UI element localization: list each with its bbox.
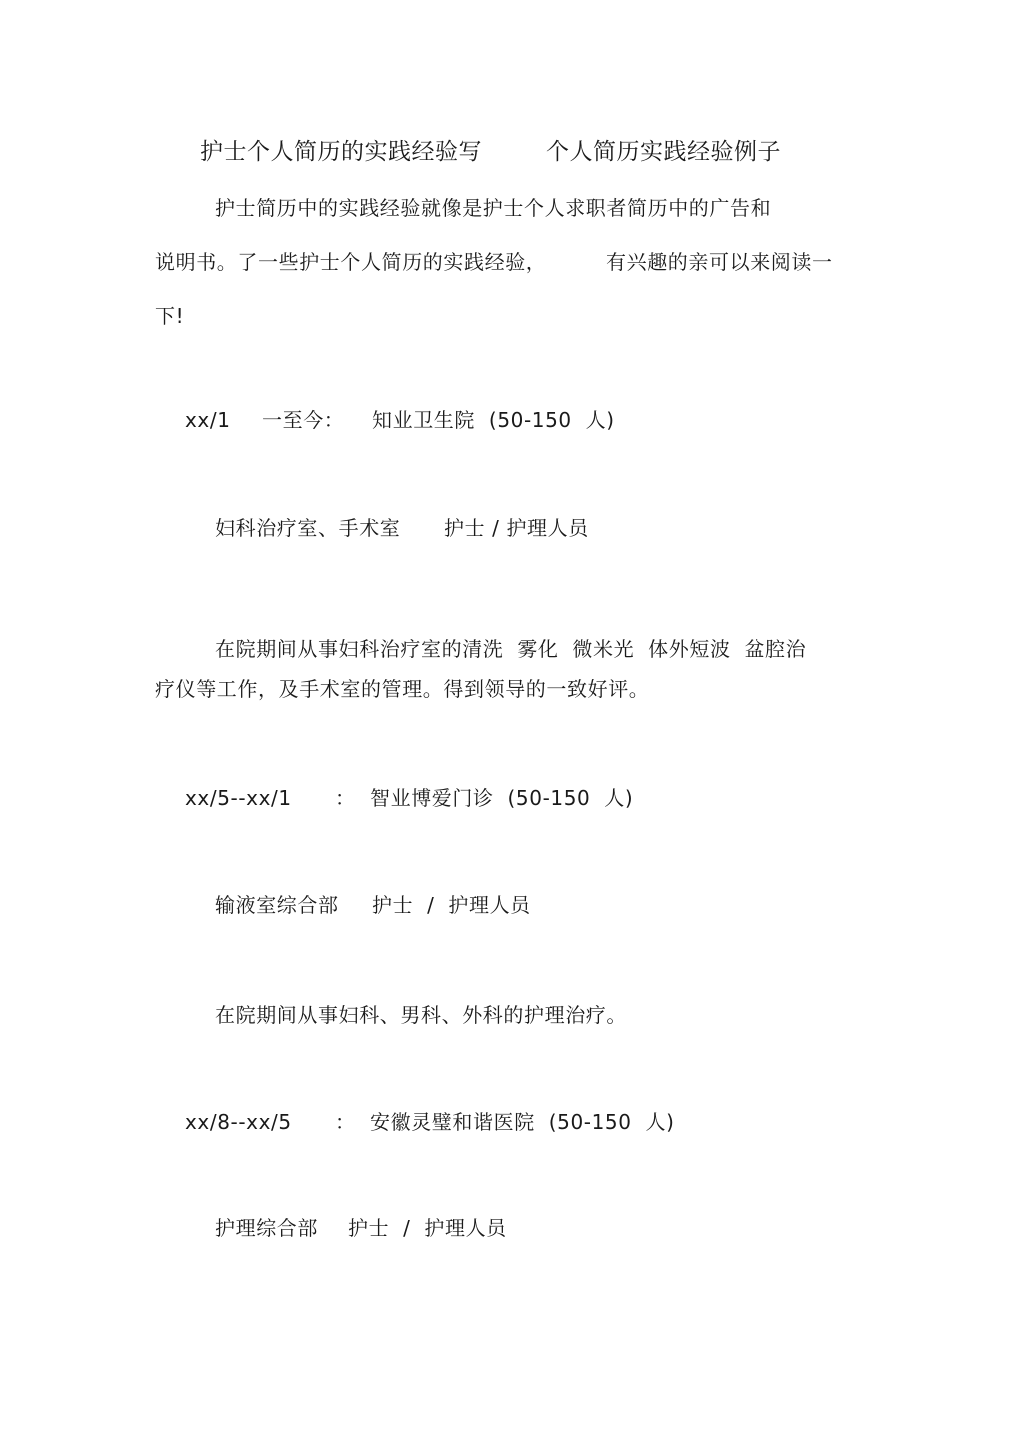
entry-description-2: 疗仪等工作，及手术室的管理。得到领导的一致好评。 — [155, 677, 650, 701]
entry-department: 妇科治疗室、手术室 — [215, 516, 401, 540]
entry-separator: ： — [335, 786, 356, 810]
intro-line-2b: 有兴趣的亲可以来阅读一 — [606, 250, 833, 274]
entry-period: xx/1 — [185, 408, 231, 432]
entry-role: 护士 / 护理人员 — [348, 1216, 507, 1240]
entry-role: 护士 / 护理人员 — [372, 893, 531, 917]
entry-department: 输液室综合部 — [215, 893, 339, 917]
title-right: 个人简历实践经验例子 — [546, 139, 781, 165]
entry-organization: 知业卫生院 (50-150 人) — [372, 408, 615, 432]
entry-description-1: 在院期间从事妇科、男科、外科的护理治疗。 — [215, 1003, 627, 1027]
intro-line-2a: 说明书。了一些护士个人简历的实践经验， — [155, 250, 547, 274]
entry-separator: ： — [335, 1110, 356, 1134]
entry-role: 护士 / 护理人员 — [444, 516, 589, 540]
title-left: 护士个人简历的实践经验写 — [200, 139, 482, 165]
entry-organization: 安徽灵璧和谐医院 (50-150 人) — [370, 1110, 675, 1134]
entry-description-1: 在院期间从事妇科治疗室的清洗 雾化 微米光 体外短波 盆腔治 — [215, 637, 807, 661]
intro-line-3: 下! — [155, 304, 185, 328]
entry-organization: 智业博爱门诊 (50-150 人) — [370, 786, 634, 810]
entry-period: xx/8--xx/5 — [185, 1110, 292, 1134]
entry-period: xx/5--xx/1 — [185, 786, 292, 810]
entry-separator: 一至今： — [262, 408, 345, 432]
intro-line-1: 护士简历中的实践经验就像是护士个人求职者简历中的广告和 — [215, 196, 772, 220]
entry-department: 护理综合部 — [215, 1216, 318, 1240]
